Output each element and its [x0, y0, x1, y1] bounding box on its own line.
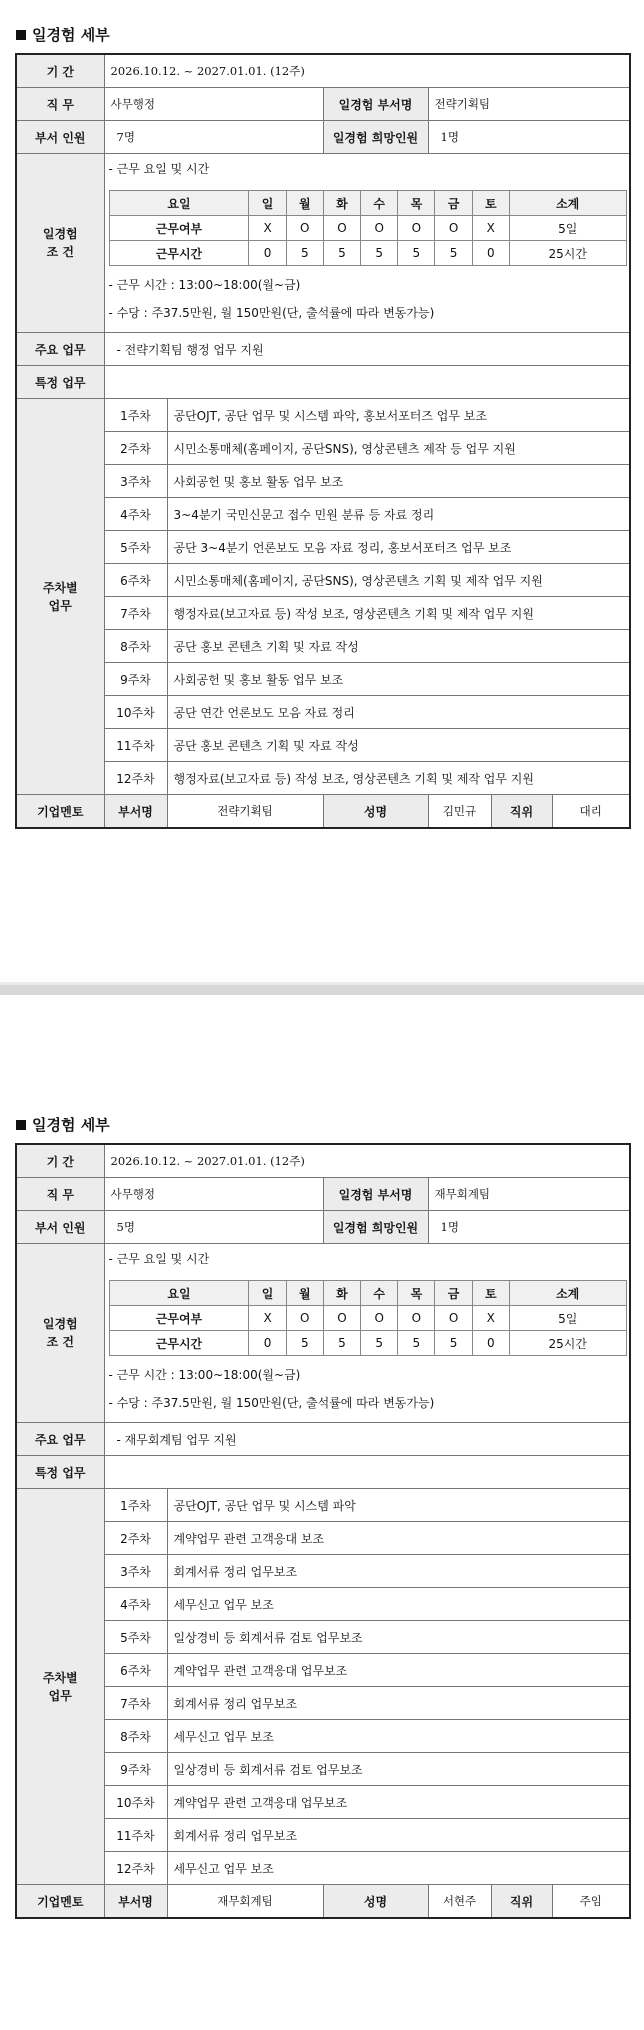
week-row [16, 1819, 630, 1852]
mentor-name-value: 김민규 [428, 795, 491, 829]
schedule-cell: 토 [472, 1281, 509, 1306]
schedule-cell: X [249, 216, 286, 241]
weekly-label: 주차별 업무 [16, 1489, 104, 1885]
work-time-text: - 근무 시간 : 13:00~18:00(월~금) [108, 278, 301, 292]
schedule-cell: 5 [398, 241, 435, 266]
schedule-cell: 5일 [509, 216, 626, 241]
week-number: 12주차 [104, 762, 167, 795]
week-task: 공단OJT, 공단 업무 및 시스템 파악, 홍보서포터즈 업무 보조 [167, 399, 630, 432]
condition-label: 일경험 조 건 [16, 154, 104, 333]
mentor-label: 기업멘토 [16, 1885, 104, 1919]
week-task: 회계서류 정리 업무보조 [167, 1819, 630, 1852]
week-task: 공단OJT, 공단 업무 및 시스템 파악 [167, 1489, 630, 1522]
schedule-cell: X [249, 1306, 286, 1331]
schedule-cell: 일 [249, 1281, 286, 1306]
mentor-dept-label: 부서명 [104, 795, 167, 829]
schedule-cell: 0 [472, 241, 509, 266]
week-task: 공단 홍보 콘텐츠 기획 및 자료 작성 [167, 729, 630, 762]
week-row [16, 696, 630, 729]
staff-value: 5명 [104, 1211, 323, 1244]
pay-text: - 수당 : 주37.5만원, 월 150만원(단, 출석률에 따라 변동가능) [108, 1396, 435, 1410]
hope-value: 1명 [428, 121, 630, 154]
schedule-cell: 화 [323, 1281, 360, 1306]
schedule-row [109, 191, 626, 216]
main-task-value: - 전략기획팀 행정 업무 지원 [104, 333, 630, 366]
week-row [16, 1786, 630, 1819]
schedule-row [109, 1331, 626, 1356]
week-row [16, 1687, 630, 1720]
week-task: 3~4분기 국민신문고 접수 민원 분류 등 자료 정리 [167, 498, 630, 531]
week-row [16, 465, 630, 498]
schedule-cell: 월 [286, 1281, 323, 1306]
week-number: 12주차 [104, 1852, 167, 1885]
week-number: 6주차 [104, 1654, 167, 1687]
schedule-cell: 근무여부 [109, 216, 249, 241]
schedule-cell: O [398, 1306, 435, 1331]
condition-heading: - 근무 요일 및 시간 [108, 162, 210, 176]
schedule-cell: 5 [435, 1331, 472, 1356]
schedule-cell: O [435, 1306, 472, 1331]
pay-text: - 수당 : 주37.5만원, 월 150만원(단, 출석률에 따라 변동가능) [108, 306, 435, 320]
schedule-cell: 5 [323, 241, 360, 266]
week-task: 시민소통매체(홈페이지, 공단SNS), 영상콘텐츠 제작 등 업무 지원 [167, 432, 630, 465]
mentor-position-label: 직위 [492, 1885, 553, 1917]
week-row [16, 531, 630, 564]
week-row [16, 1555, 630, 1588]
week-task: 회계서류 정리 업무보조 [167, 1555, 630, 1588]
schedule-cell: 소계 [509, 1281, 626, 1306]
schedule-table [109, 1280, 627, 1356]
staff-value: 7명 [104, 121, 323, 154]
hope-value: 1명 [428, 1211, 630, 1244]
week-number: 5주차 [104, 1621, 167, 1654]
week-row [16, 630, 630, 663]
schedule-row [109, 241, 626, 266]
week-number: 2주차 [104, 432, 167, 465]
week-number: 5주차 [104, 531, 167, 564]
dept-value: 전략기획팀 [428, 88, 630, 121]
week-number: 1주차 [104, 399, 167, 432]
week-number: 11주차 [104, 729, 167, 762]
schedule-cell: 일 [249, 191, 286, 216]
schedule-cell: 근무시간 [109, 1331, 249, 1356]
square-bullet-icon [16, 1120, 26, 1130]
week-number: 3주차 [104, 465, 167, 498]
staff-label: 부서 인원 [16, 121, 104, 154]
week-number: 6주차 [104, 564, 167, 597]
schedule-cell: 월 [286, 191, 323, 216]
week-task: 일상경비 등 회계서류 검토 업무보조 [167, 1621, 630, 1654]
schedule-cell: 목 [398, 191, 435, 216]
schedule-cell: 금 [435, 191, 472, 216]
schedule-cell: 5 [323, 1331, 360, 1356]
schedule-cell: 토 [472, 191, 509, 216]
week-row [16, 399, 630, 432]
section-title [16, 24, 110, 45]
schedule-cell: O [323, 1306, 360, 1331]
special-task-value [104, 1456, 630, 1489]
schedule-cell: 근무시간 [109, 241, 249, 266]
week-task: 계약업무 관련 고객응대 보조 [167, 1522, 630, 1555]
week-row [16, 1489, 630, 1522]
week-row [16, 1753, 630, 1786]
schedule-cell: 요일 [109, 191, 249, 216]
schedule-cell: X [472, 216, 509, 241]
schedule-cell: O [286, 1306, 323, 1331]
week-number: 8주차 [104, 1720, 167, 1753]
week-number: 11주차 [104, 1819, 167, 1852]
schedule-cell: 5 [398, 1331, 435, 1356]
week-task: 공단 홍보 콘텐츠 기획 및 자료 작성 [167, 630, 630, 663]
period-label: 기 간 [16, 1144, 104, 1178]
week-task: 세무신고 업무 보조 [167, 1720, 630, 1753]
week-row [16, 663, 630, 696]
schedule-cell: 25시간 [509, 1331, 626, 1356]
schedule-table [109, 190, 627, 266]
schedule-cell: 5 [286, 241, 323, 266]
schedule-cell: 수 [361, 1281, 398, 1306]
hope-label: 일경험 희망인원 [323, 121, 428, 154]
week-task: 계약업무 관련 고객응대 업무보조 [167, 1786, 630, 1819]
week-row [16, 1621, 630, 1654]
section-title-text: 일경험 세부 [32, 26, 110, 44]
week-row [16, 597, 630, 630]
mentor-name-label: 성명 [323, 795, 428, 829]
schedule-cell: 0 [472, 1331, 509, 1356]
schedule-cell: 화 [323, 191, 360, 216]
schedule-cell: 25시간 [509, 241, 626, 266]
duty-value: 사무행정 [104, 1178, 323, 1211]
mentor-position-cell [491, 795, 630, 829]
mentor-dept-label: 부서명 [104, 1885, 167, 1919]
schedule-cell: O [361, 216, 398, 241]
schedule-cell: 5 [361, 241, 398, 266]
week-row [16, 1654, 630, 1687]
period-label: 기 간 [16, 54, 104, 88]
mentor-name-label: 성명 [323, 1885, 428, 1919]
mentor-position-label: 직위 [492, 795, 553, 827]
week-task: 사회공헌 및 홍보 활동 업무 보조 [167, 663, 630, 696]
duty-label: 직 무 [16, 88, 104, 121]
week-row [16, 762, 630, 795]
week-task: 세무신고 업무 보조 [167, 1852, 630, 1885]
week-number: 4주차 [104, 498, 167, 531]
week-task: 공단 3~4분기 언론보도 모음 자료 정리, 홍보서포터즈 업무 보조 [167, 531, 630, 564]
week-task: 세무신고 업무 보조 [167, 1588, 630, 1621]
section-title [16, 1114, 110, 1135]
week-row [16, 1852, 630, 1885]
schedule-cell: 5 [435, 241, 472, 266]
schedule-cell: 5 [361, 1331, 398, 1356]
detail-page [0, 1090, 644, 2030]
mentor-position-value: 대리 [579, 804, 602, 818]
schedule-cell: 0 [249, 241, 286, 266]
week-number: 8주차 [104, 630, 167, 663]
week-number: 10주차 [104, 696, 167, 729]
condition-cell [104, 1244, 630, 1423]
schedule-row [109, 1306, 626, 1331]
dept-value: 재무회계팀 [428, 1178, 630, 1211]
detail-page [0, 0, 644, 940]
week-task: 사회공헌 및 홍보 활동 업무 보조 [167, 465, 630, 498]
week-number: 10주차 [104, 1786, 167, 1819]
schedule-cell: 근무여부 [109, 1306, 249, 1331]
special-task-label: 특정 업무 [16, 366, 104, 399]
hope-label: 일경험 희망인원 [323, 1211, 428, 1244]
schedule-cell: O [435, 216, 472, 241]
week-number: 2주차 [104, 1522, 167, 1555]
mentor-position-value: 주임 [579, 1894, 602, 1908]
week-row [16, 432, 630, 465]
schedule-cell: 목 [398, 1281, 435, 1306]
special-task-label: 특정 업무 [16, 1456, 104, 1489]
schedule-cell: 0 [249, 1331, 286, 1356]
schedule-cell: X [472, 1306, 509, 1331]
dept-label: 일경험 부서명 [323, 1178, 428, 1211]
week-row [16, 1522, 630, 1555]
week-row [16, 729, 630, 762]
schedule-cell: 수 [361, 191, 398, 216]
mentor-dept-value: 전략기획팀 [167, 795, 323, 829]
week-row [16, 1588, 630, 1621]
week-task: 행정자료(보고자료 등) 작성 보조, 영상콘텐츠 기획 및 제작 업무 지원 [167, 597, 630, 630]
mentor-label: 기업멘토 [16, 795, 104, 829]
section-title-text: 일경험 세부 [32, 1116, 110, 1134]
duty-label: 직 무 [16, 1178, 104, 1211]
week-task: 계약업무 관련 고객응대 업무보조 [167, 1654, 630, 1687]
mentor-dept-value: 재무회계팀 [167, 1885, 323, 1919]
schedule-row [109, 1281, 626, 1306]
week-number: 3주차 [104, 1555, 167, 1588]
staff-label: 부서 인원 [16, 1211, 104, 1244]
week-row [16, 498, 630, 531]
period-value: 2026.10.12. ~ 2027.01.01. (12주) [104, 1144, 630, 1178]
schedule-row [109, 216, 626, 241]
week-row [16, 564, 630, 597]
special-task-value [104, 366, 630, 399]
square-bullet-icon [16, 30, 26, 40]
schedule-cell: O [286, 216, 323, 241]
dept-label: 일경험 부서명 [323, 88, 428, 121]
main-task-label: 주요 업무 [16, 1423, 104, 1456]
mentor-name-value: 서현주 [428, 1885, 491, 1919]
detail-table [15, 1143, 631, 1919]
week-number: 9주차 [104, 1753, 167, 1786]
week-number: 1주차 [104, 1489, 167, 1522]
schedule-cell: O [398, 216, 435, 241]
week-task: 행정자료(보고자료 등) 작성 보조, 영상콘텐츠 기획 및 제작 업무 지원 [167, 762, 630, 795]
week-number: 7주차 [104, 597, 167, 630]
period-value: 2026.10.12. ~ 2027.01.01. (12주) [104, 54, 630, 88]
week-task: 회계서류 정리 업무보조 [167, 1687, 630, 1720]
schedule-cell: 5일 [509, 1306, 626, 1331]
week-row [16, 1720, 630, 1753]
work-time-text: - 근무 시간 : 13:00~18:00(월~금) [108, 1368, 301, 1382]
schedule-cell: O [361, 1306, 398, 1331]
week-number: 4주차 [104, 1588, 167, 1621]
condition-label: 일경험 조 건 [16, 1244, 104, 1423]
schedule-cell: O [323, 216, 360, 241]
condition-heading: - 근무 요일 및 시간 [108, 1252, 210, 1266]
schedule-cell: 금 [435, 1281, 472, 1306]
weekly-label: 주차별 업무 [16, 399, 104, 795]
page-separator [0, 985, 644, 995]
main-task-label: 주요 업무 [16, 333, 104, 366]
main-task-value: - 재무회계팀 업무 지원 [104, 1423, 630, 1456]
week-task: 공단 연간 언론보도 모음 자료 정리 [167, 696, 630, 729]
week-number: 9주차 [104, 663, 167, 696]
schedule-cell: 요일 [109, 1281, 249, 1306]
schedule-cell: 소계 [509, 191, 626, 216]
detail-table [15, 53, 631, 829]
duty-value: 사무행정 [104, 88, 323, 121]
mentor-position-cell [491, 1885, 630, 1919]
week-task: 일상경비 등 회계서류 검토 업무보조 [167, 1753, 630, 1786]
week-number: 7주차 [104, 1687, 167, 1720]
week-task: 시민소통매체(홈페이지, 공단SNS), 영상콘텐츠 기획 및 제작 업무 지원 [167, 564, 630, 597]
schedule-cell: 5 [286, 1331, 323, 1356]
condition-cell [104, 154, 630, 333]
